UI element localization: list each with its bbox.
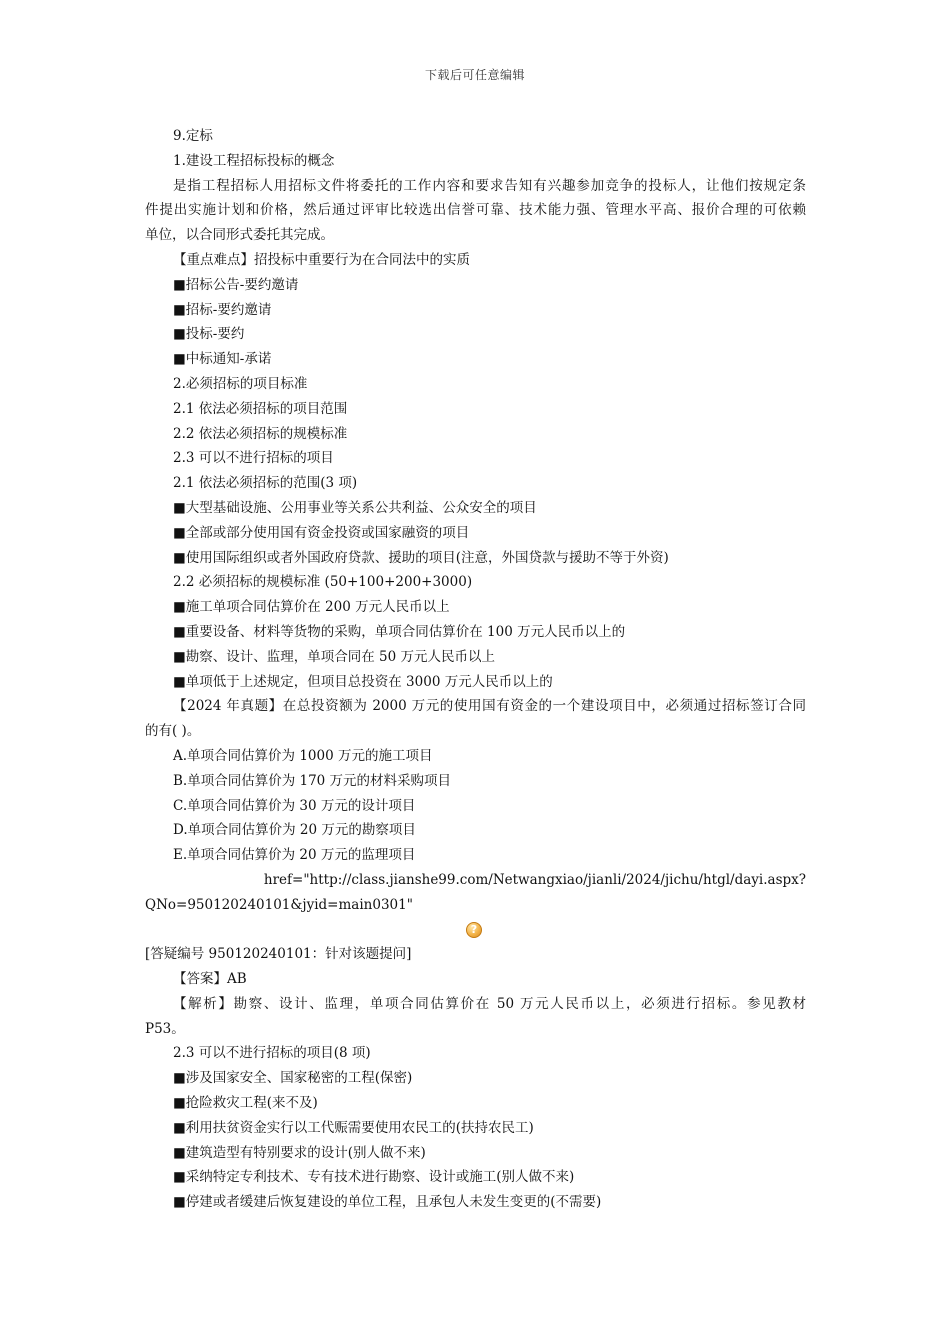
exam-question: 的有( )。 [145,723,201,740]
bullet-item: ■招标-要约邀请 [173,301,272,318]
bullet-item: ■中标通知-承诺 [173,351,272,368]
bullet-item: ■招标公告-要约邀请 [173,276,299,293]
answer-option: B.单项合同估算价为 170 万元的材料采购项目 [173,772,452,789]
answer-line: 【答案】AB [173,971,247,988]
subsection-item: 2.3 可以不进行招标的项目 [173,450,334,467]
bullet-item: ■全部或部分使用国有资金投资或国家融资的项目 [173,524,470,541]
subsection-heading: 2.3 可以不进行招标的项目(8 项) [173,1045,371,1062]
section-heading: 2.必须招标的项目标准 [173,375,308,392]
question-reference: [答疑编号 950120240101：针对该题提问] [145,946,412,963]
answer-option: E.单项合同估算价为 20 万元的监理项目 [173,847,416,864]
link-markup-text: QNo=950120240101&jyid=main0301" [145,896,413,913]
section-heading: 1.建设工程招标投标的概念 [173,152,335,169]
help-icon-row [145,918,806,943]
bullet-item: ■停建或者缓建后恢复建设的单位工程，且承包人未发生变更的(不需要) [173,1194,602,1211]
bullet-item: ■抢险救灾工程(来不及) [173,1095,318,1112]
link-markup-text: href="http://class.jianshe99.com/Netwangxiao/jianli/2024/jichu/htgl/dayi.aspx? [263,871,806,888]
subsection-item: 2.1 依法必须招标的项目范围 [173,400,348,417]
bullet-item: ■采纳特定专利技术、专有技术进行勘察、设计或施工(别人做不来) [173,1169,575,1186]
bullet-item: ■勘察、设计、监理，单项合同在 50 万元人民币以上 [173,648,496,665]
bullet-item: ■施工单项合同估算价在 200 万元人民币以上 [173,599,450,616]
document-body [145,124,806,1215]
key-point-heading: 【重点难点】招投标中重要行为在合同法中的实质 [173,251,470,268]
section-heading: 9.定标 [173,128,213,144]
answer-option: D.单项合同估算价为 20 万元的勘察项目 [173,822,416,839]
bullet-item: ■建筑造型有特别要求的设计(别人做不来) [173,1144,426,1161]
answer-option: C.单项合同估算价为 30 万元的设计项目 [173,797,416,814]
subsection-heading: 2.2 必须招标的规模标准 (50+100+200+3000) [173,574,473,591]
explanation-line: P53。 [145,1020,185,1037]
question-mark-icon[interactable]: ? [466,922,482,938]
bullet-item: ■大型基础设施、公用事业等关系公共利益、公众安全的项目 [173,499,537,516]
bullet-item: ■使用国际组织或者外国政府贷款、援助的项目(注意，外国贷款与援助不等于外资) [173,549,669,566]
page-header: 下载后可任意编辑 [424,68,525,82]
explanation-line: 【解析】勘察、设计、监理，单项合同估算价在 50 万元人民币以上，必须进行招标。参见教材 [173,995,806,1012]
bullet-item: ■投标-要约 [173,326,245,343]
bullet-item: ■重要设备、材料等货物的采购，单项合同估算价在 100 万元人民币以上的 [173,623,626,640]
exam-question: 【2024 年真题】在总投资额为 2000 万元的使用国有资金的一个建设项目中，必须通过招标签订合同 [173,698,806,715]
paragraph-line: 件提出实施计划和价格，然后通过评审比较选出信誉可靠、技术能力强、管理水平高、报价合理的可依赖 [145,202,806,219]
bullet-item: ■利用扶贫资金实行以工代赈需要使用农民工的(扶持农民工) [173,1119,534,1136]
subsection-item: 2.2 依法必须招标的规模标准 [173,425,348,442]
bullet-item: ■涉及国家安全、国家秘密的工程(保密) [173,1070,413,1087]
answer-option: A.单项合同估算价为 1000 万元的施工项目 [173,747,433,764]
bullet-item: ■单项低于上述规定，但项目总投资在 3000 万元人民币以上的 [173,673,553,690]
paragraph-line: 单位，以合同形式委托其完成。 [145,227,334,244]
paragraph-line: 是指工程招标人用招标文件将委托的工作内容和要求告知有兴趣参加竞争的投标人，让他们按规定条 [173,177,806,194]
subsection-heading: 2.1 依法必须招标的范围(3 项) [173,475,358,492]
